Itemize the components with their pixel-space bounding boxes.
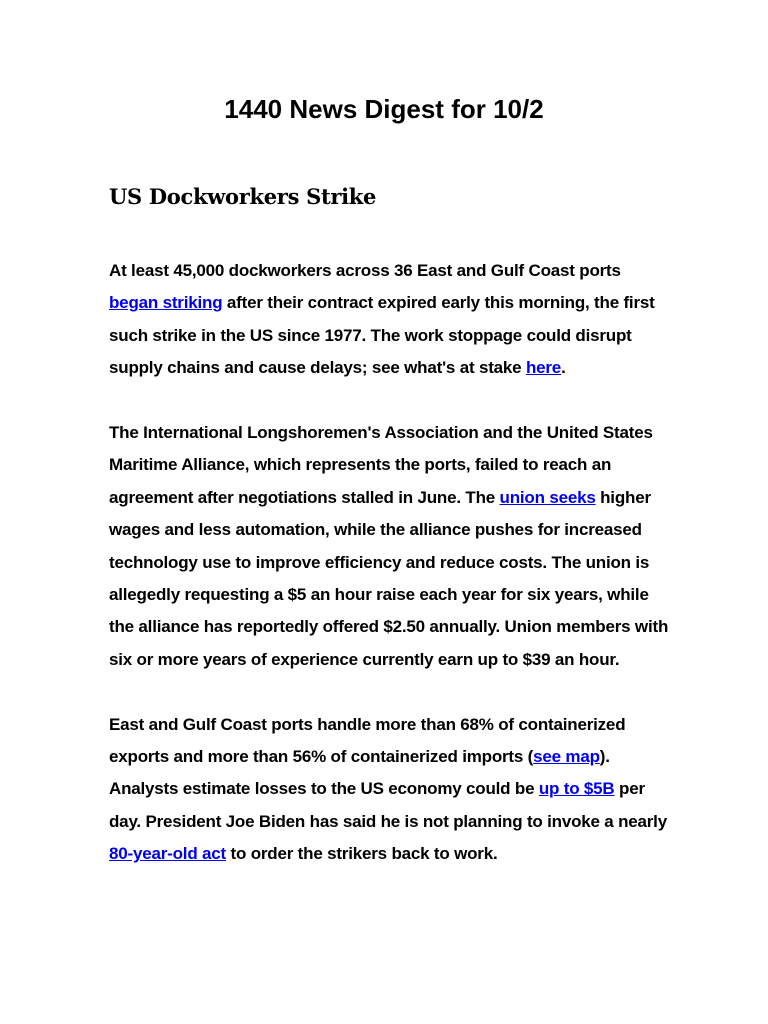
paragraph-3-text-3: per day. President Joe Biden has said he is not planning to invoke a nearly [109, 779, 667, 831]
paragraph-3-text-2: ). Analysts estimate losses to the US economy could be [109, 747, 610, 799]
article-body [109, 255, 669, 903]
paragraph-1-text-3: . [561, 358, 566, 378]
paragraph-1-text-1: At least 45,000 dockworkers across 36 East and Gulf Coast ports [109, 261, 621, 280]
paragraph-1-text-2: after their contract expired early this morning, the first such strike in the US since 1977. The work stoppage could disrupt supply chains and cause delays; see what's at stake [109, 293, 655, 378]
union-seeks-link[interactable]: union seeks [499, 487, 596, 507]
digest-title: 1440 News Digest for 10/2 [224, 94, 544, 124]
up-to-5b-link[interactable]: up to $5B [538, 779, 615, 799]
here-link[interactable]: here [525, 358, 562, 378]
paragraph-2-text-1: The International Longshoremen's Association and the United States Maritime Alliance, which represents the ports, failed to reach an agreement after negotiations stalled in June. The [109, 423, 653, 507]
80-year-old-act-link[interactable]: 80-year-old act [109, 844, 226, 864]
paragraph-3 [109, 709, 669, 871]
story-title: US Dockworkers Strike [109, 184, 377, 209]
began-striking-link[interactable]: began striking [109, 293, 223, 313]
paragraph-2-text-2: higher wages and less automation, while the alliance pushes for increased technology use to improve efficiency and reduce costs. The union is allegedly requesting a $5 an hour raise each year for six years, while the alliance has reportedly offered $2.50 annually. Union members with six or more years of experience currently earn up to $39 an hour. [109, 487, 669, 669]
paragraph-3-text-4: to order the strikers back to work. [226, 844, 498, 864]
see-map-link[interactable]: see map [533, 747, 600, 767]
paragraph-3-text-1: East and Gulf Coast ports handle more than 68% of containerized exports and more than 56% of containerized imports ( [109, 714, 626, 767]
paragraph-2 [109, 417, 669, 676]
paragraph-1 [109, 255, 669, 385]
